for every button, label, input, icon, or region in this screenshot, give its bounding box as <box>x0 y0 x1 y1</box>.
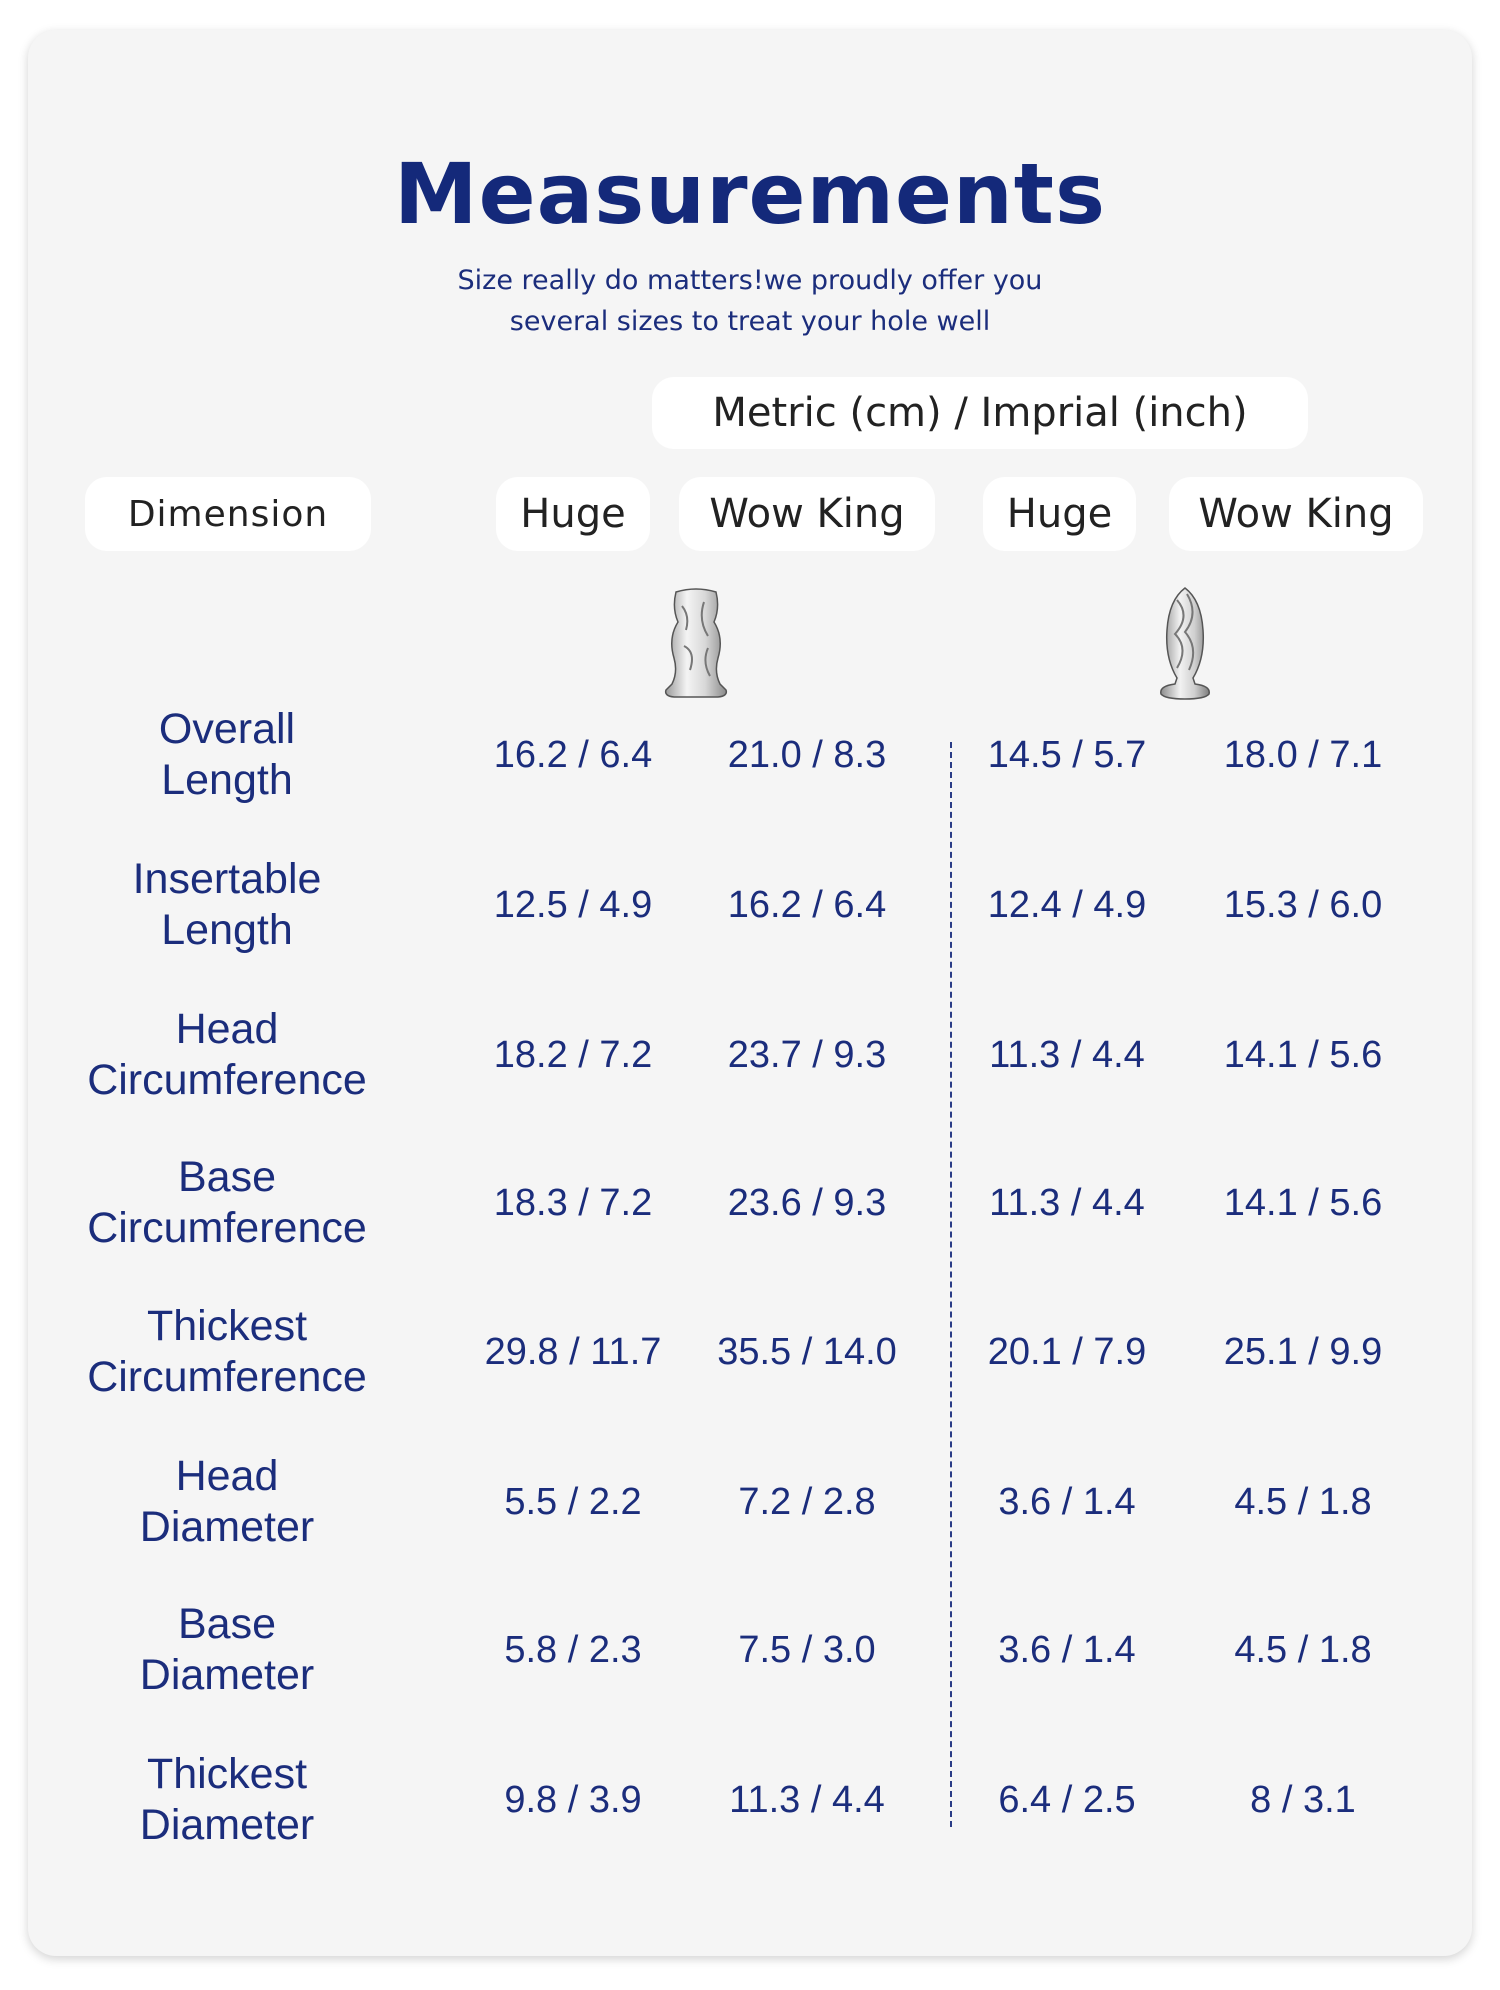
dimension-header: Dimension <box>85 477 371 551</box>
row-label: Overall Length <box>158 705 296 804</box>
table-cell: 3.6 / 1.4 <box>998 1628 1136 1671</box>
table-cell: 5.5 / 2.2 <box>504 1480 642 1523</box>
table-cell: 11.3 / 4.4 <box>989 1033 1145 1076</box>
table-cell: 16.2 / 6.4 <box>727 883 887 926</box>
table-cell: 16.2 / 6.4 <box>493 733 653 776</box>
table-cell: 11.3 / 4.4 <box>729 1778 885 1821</box>
column-header-wow-king-1: Wow King <box>679 477 935 551</box>
table-cell: 18.3 / 7.2 <box>493 1181 653 1224</box>
table-cell: 23.6 / 9.3 <box>727 1181 887 1224</box>
row-label: Head Circumference <box>87 1005 367 1104</box>
table-cell: 25.1 / 9.9 <box>1223 1330 1383 1373</box>
table-cell: 4.5 / 1.8 <box>1234 1628 1372 1671</box>
table-cell: 5.8 / 2.3 <box>504 1628 642 1671</box>
table-cell: 35.5 / 14.0 <box>717 1330 897 1373</box>
table-cell: 21.0 / 8.3 <box>727 733 887 776</box>
table-cell: 9.8 / 3.9 <box>504 1778 642 1821</box>
table-row <box>0 1292 1500 1412</box>
table-row <box>0 1143 1500 1263</box>
column-header-wow-king-2: Wow King <box>1169 477 1423 551</box>
row-label: Thickest Circumference <box>87 1302 367 1401</box>
column-header-huge-2: Huge <box>983 477 1136 551</box>
table-cell: 7.5 / 3.0 <box>738 1628 876 1671</box>
row-label: Head Diameter <box>139 1452 315 1551</box>
table-row <box>0 845 1500 965</box>
subtitle-line-2: several sizes to treat your hole well <box>509 306 991 337</box>
table-cell: 14.5 / 5.7 <box>987 733 1147 776</box>
table-cell: 23.7 / 9.3 <box>727 1033 887 1076</box>
table-cell: 15.3 / 6.0 <box>1223 883 1383 926</box>
table-row <box>0 1590 1500 1710</box>
table-cell: 11.3 / 4.4 <box>989 1181 1145 1224</box>
table-cell: 6.4 / 2.5 <box>998 1778 1136 1821</box>
row-label: Thickest Diameter <box>139 1750 315 1849</box>
table-cell: 12.4 / 4.9 <box>987 883 1147 926</box>
column-header-huge-1: Huge <box>496 477 650 551</box>
table-cell: 8 / 3.1 <box>1250 1778 1356 1821</box>
row-label: Base Circumference <box>87 1153 367 1252</box>
table-cell: 14.1 / 5.6 <box>1223 1033 1383 1076</box>
table-cell: 12.5 / 4.9 <box>493 883 653 926</box>
table-row <box>0 695 1500 815</box>
table-cell: 14.1 / 5.6 <box>1223 1181 1383 1224</box>
table-cell: 7.2 / 2.8 <box>738 1480 876 1523</box>
table-cell: 18.0 / 7.1 <box>1223 733 1383 776</box>
unit-label: Metric (cm) / Imprial (inch) <box>652 377 1308 449</box>
table-cell: 20.1 / 7.9 <box>987 1330 1147 1373</box>
table-cell: 29.8 / 11.7 <box>484 1330 662 1373</box>
row-label: Base Diameter <box>139 1600 315 1699</box>
table-row <box>0 995 1500 1115</box>
table-cell: 4.5 / 1.8 <box>1234 1480 1372 1523</box>
row-label: Insertable Length <box>132 855 322 954</box>
page-title: Measurements <box>394 145 1106 243</box>
table-cell: 3.6 / 1.4 <box>998 1480 1136 1523</box>
table-cell: 18.2 / 7.2 <box>493 1033 653 1076</box>
subtitle-line-1: Size really do matters!we proudly offer you <box>457 265 1043 296</box>
table-row <box>0 1740 1500 1860</box>
table-row <box>0 1442 1500 1562</box>
